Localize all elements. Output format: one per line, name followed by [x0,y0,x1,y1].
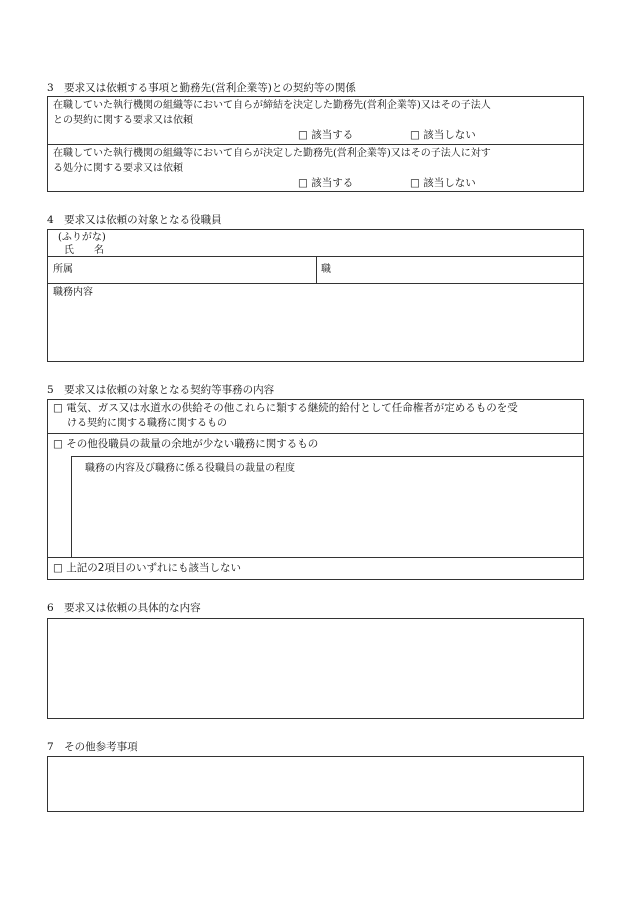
section3-row-divider [47,144,584,145]
section3-row1-text-line2: との契約に関する要求又は依頼 [53,115,193,126]
section5-item1-checkbox-line1[interactable]: □ 電気、ガス又は水道水の供給その他これらに類する継続的給付として任命権者が定めるものを受 [53,402,518,414]
section4-col-divider [316,256,317,283]
duties-label: 職務内容 [53,287,93,298]
section3-row2-applicable-checkbox[interactable]: □ 該当する [298,177,354,189]
section5-item2-sub-label: 職務の内容及び職務に係る役職員の裁量の程度 [85,463,295,474]
affiliation-label: 所属 [53,264,73,275]
section6-heading: 6 要求又は依頼の具体的な内容 [47,602,201,614]
section5-item3-checkbox[interactable]: □ 上記の2項目のいずれにも該当しない [53,562,241,574]
section5-sub-top [71,456,584,457]
section3-row1-not-applicable-checkbox[interactable]: □ 該当しない [410,129,476,141]
section7-textarea[interactable] [47,756,584,812]
section5-sub-left [71,456,72,557]
section5-heading: 5 要求又は依頼の対象となる契約等事務の内容 [47,384,275,396]
section4-table [47,229,584,362]
section5-item1-line2: ける契約に関する職務に関するもの [67,418,227,429]
section3-heading: 3 要求又は依頼する事項と勤務先(営利企業等)との契約等の関係 [47,82,356,94]
section3-row2-text-line2: る処分に関する要求又は依頼 [53,163,183,174]
section5-divider-1 [47,433,584,434]
section3-row2-text-line1: 在職していた執行機関の組織等において自らが決定した勤務先(営利企業等)又はその子法人に対す [53,148,491,159]
name-label: 氏 名 [64,245,104,256]
section4-divider-2 [47,283,584,284]
furigana-label: (ふりがな) [58,232,106,243]
section5-item2-checkbox[interactable]: □ その他役職員の裁量の余地が少ない職務に関するもの [53,438,319,450]
section4-heading: 4 要求又は依頼の対象となる役職員 [47,214,222,226]
section3-row1-text-line1: 在職していた執行機関の組織等において自らが締結を決定した勤務先(営利企業等)又はその子法人 [53,100,491,111]
section5-divider-2 [47,557,584,558]
section3-row1-applicable-checkbox[interactable]: □ 該当する [298,129,354,141]
section7-heading: 7 その他参考事項 [47,741,138,753]
section6-textarea[interactable] [47,618,584,719]
section3-row2-not-applicable-checkbox[interactable]: □ 該当しない [410,177,476,189]
position-label: 職 [321,264,331,275]
